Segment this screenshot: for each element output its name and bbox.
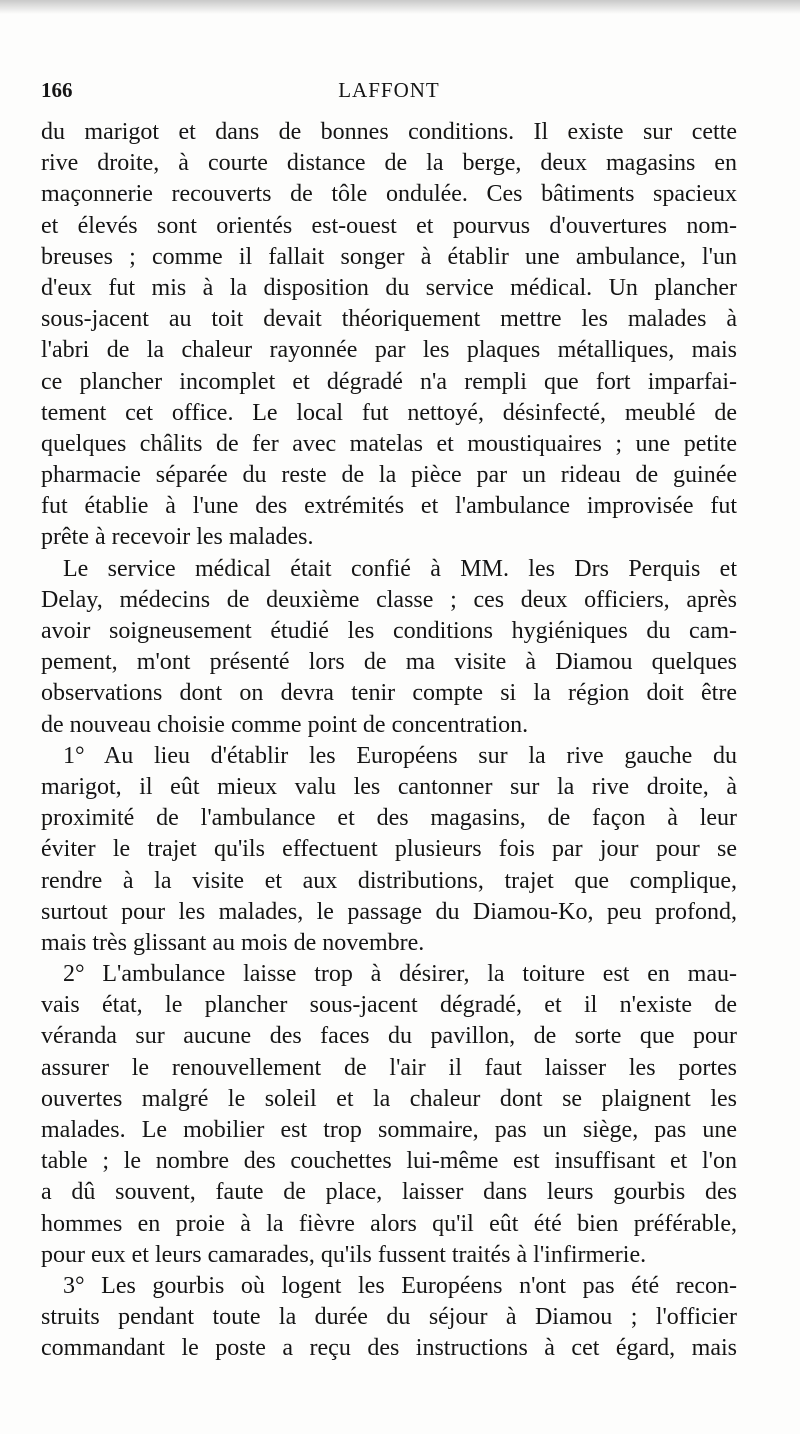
text-line: assurer le renouvellement de l'air il faut laisser les portes (41, 1054, 737, 1081)
text-line: commandant le poste a reçu des instructions à cet égard, mais (41, 1335, 737, 1362)
text-line: ouvertes malgré le soleil et la chaleur dont se plaignent les (41, 1085, 737, 1112)
running-head: LAFFONT (338, 78, 440, 102)
text-line: a dû souvent, faute de place, laisser dans leurs gourbis des (41, 1179, 737, 1206)
text-line: Delay, médecins de deuxième classe ; ces deux officiers, après (41, 586, 737, 613)
text-line: observations dont on devra tenir compte si la région doit être (41, 680, 737, 707)
text-line: 1° Au lieu d'établir les Européens sur la rive gauche du (63, 742, 737, 769)
text-line: marigot, il eût mieux valu les cantonner sur la rive droite, à (41, 773, 737, 800)
text-line: hommes en proie à la fièvre alors qu'il eût été bien préférable, (41, 1210, 737, 1237)
text-line: vais état, le plancher sous-jacent dégradé, et il n'existe de (41, 992, 737, 1019)
text-line: fut établie à l'une des extrémités et l'ambulance improvisée fut (41, 493, 737, 520)
text-line: prête à recevoir les malades. (41, 524, 314, 551)
text-line: 2° L'ambulance laisse trop à désirer, la toiture est en mau- (63, 961, 737, 988)
text-line: l'abri de la chaleur rayonnée par les plaques métalliques, mais (41, 337, 737, 364)
text-line: de nouveau choisie comme point de concentration. (41, 711, 529, 738)
text-line: table ; le nombre des couchettes lui-même est insuffisant et l'on (41, 1148, 737, 1175)
text-line: 3° Les gourbis où logent les Européens n'ont pas été recon- (63, 1272, 737, 1299)
text-line: breuses ; comme il fallait songer à établir une ambulance, l'un (41, 243, 737, 270)
body-text (41, 117, 737, 1365)
text-line: maçonnerie recouverts de tôle ondulée. Ces bâtiments spacieux (41, 181, 737, 208)
text-line: rendre à la visite et aux distributions, trajet que complique, (41, 867, 737, 894)
page-header (41, 78, 737, 108)
text-line: éviter le trajet qu'ils effectuent plusieurs fois par jour pour se (41, 836, 737, 863)
text-line: rive droite, à courte distance de la berge, deux magasins en (41, 150, 737, 177)
text-line: et élevés sont orientés est-ouest et pourvus d'ouvertures nom- (41, 212, 737, 239)
text-line: pour eux et leurs camarades, qu'ils fussent traités à l'infirmerie. (41, 1241, 647, 1268)
text-line: proximité de l'ambulance et des magasins, de façon à leur (41, 805, 737, 832)
text-line: pement, m'ont présenté lors de ma visite à Diamou quelques (41, 649, 737, 676)
text-line: Le service médical était confié à MM. les Drs Perquis et (63, 555, 737, 582)
text-line: avoir soigneusement étudié les conditions hygiéniques du cam- (41, 618, 737, 644)
text-line: d'eux fut mis à la disposition du service médical. Un plancher (41, 274, 737, 301)
text-line: ce plancher incomplet et dégradé n'a rempli que fort imparfai- (41, 368, 737, 395)
page-scan-edge (0, 0, 800, 14)
text-line: malades. Le mobilier est trop sommaire, pas un siège, pas une (41, 1117, 737, 1143)
text-line: quelques châlits de fer avec matelas et moustiquaires ; une petite (41, 430, 737, 457)
text-line: du marigot et dans de bonnes conditions. Il existe sur cette (41, 119, 737, 145)
text-line: surtout pour les malades, le passage du Diamou-Ko, peu profond, (41, 898, 737, 925)
text-line: tement cet office. Le local fut nettoyé, désinfecté, meublé de (41, 399, 737, 426)
text-line: mais très glissant au mois de novembre. (41, 929, 425, 956)
text-line: sous-jacent au toit devait théoriquement mettre les malades à (41, 306, 737, 333)
text-line: pharmacie séparée du reste de la pièce par un rideau de guinée (41, 462, 737, 489)
page-number: 166 (41, 78, 73, 102)
text-line: struits pendant toute la durée du séjour à Diamou ; l'officier (41, 1304, 737, 1331)
text-line: véranda sur aucune des faces du pavillon, de sorte que pour (41, 1023, 737, 1050)
